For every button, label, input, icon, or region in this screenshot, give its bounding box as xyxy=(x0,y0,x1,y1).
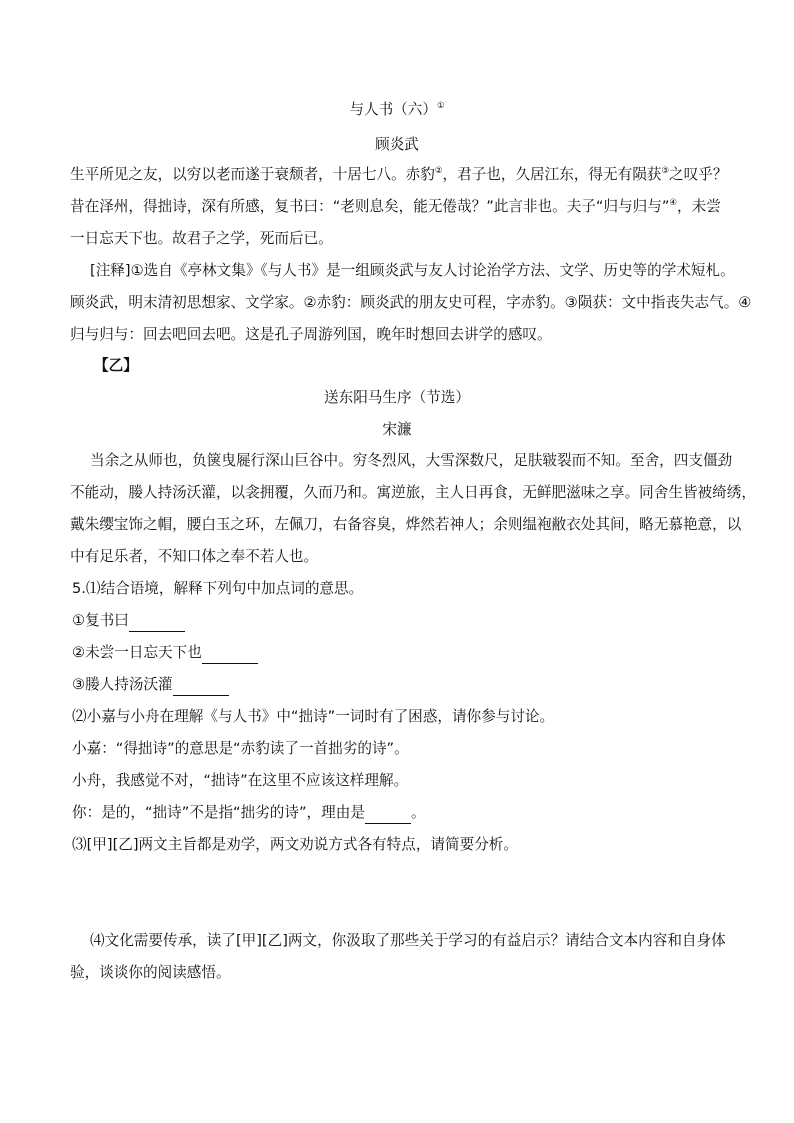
question-item xyxy=(72,643,732,664)
text-b-title: 送东阳马生序（节选） xyxy=(324,389,470,406)
question-item xyxy=(72,675,732,696)
dialogue-text: 。 xyxy=(410,804,426,821)
answer-blank[interactable] xyxy=(365,803,411,824)
answer-blank[interactable] xyxy=(173,675,229,696)
text-b-author: 宋濂 xyxy=(382,421,412,438)
footnote-marker: ③ xyxy=(661,166,670,177)
text-b-line: 戴朱缨宝饰之帽，腰白玉之环，左佩刀，右备容臭，烨然若神人；余则缊袍敝衣处其间，略无慕艳意，以 xyxy=(70,516,742,533)
question-item-text: ②未尝一日忘天下也 xyxy=(72,644,202,661)
text-segment: 生平所见之友，以穷以老而遂于衰颓者，十居七八。赤豹 xyxy=(70,166,435,183)
question-item-text: ③媵人持汤沃灌 xyxy=(72,676,173,693)
text-a-note: 顾炎武，明末清初思想家、文学家。②赤豹：顾炎武的朋友史可程，字赤豹。③陨获：文中指丧失志气。④ xyxy=(70,294,752,311)
answer-blank[interactable] xyxy=(202,643,258,664)
dialogue-line: 小舟，我感觉不对，“拙诗”在这里不应该这样理解。 xyxy=(72,772,409,789)
dialogue-line xyxy=(72,803,732,824)
question-item xyxy=(72,611,732,632)
text-a-note: [注释]①选自《亭林文集》《与人书》是一组顾炎武与友人讨论治学方法、文学、历史等的学术短札。 xyxy=(90,262,735,279)
question-5-2: ⑵小嘉与小舟在理解《与人书》中“拙诗”一词时有了困惑，请你参与讨论。 xyxy=(72,708,555,725)
footnote-marker: ④ xyxy=(669,198,678,209)
text-segment: ，君子也，久居江东，得无有陨获 xyxy=(442,166,662,183)
question-5-4-cont: 验，谈谈你的阅读感悟。 xyxy=(70,964,231,981)
question-5-3: ⑶[甲][乙]两文主旨都是劝学，两文劝说方式各有特点，请简要分析。 xyxy=(72,836,518,853)
dialogue-line: 小嘉：“得拙诗”的意思是“赤豹读了一首拙劣的诗”。 xyxy=(72,740,409,757)
dialogue-text: 你：是的，“拙诗”不是指“拙劣的诗”，理由是 xyxy=(72,804,365,821)
text-segment: ，未尝 xyxy=(677,198,721,215)
text-a-author: 顾炎武 xyxy=(375,136,419,153)
text-b-line: 当余之从师也，负箧曳屣行深山巨谷中。穷冬烈风，大雪深数尺，足肤皲裂而不知。至舍，四支僵劲 xyxy=(90,452,733,469)
answer-blank[interactable] xyxy=(129,611,185,632)
text-a-title xyxy=(0,100,794,120)
text-b-line: 不能动，媵人持汤沃灌，以衾拥覆，久而乃和。寓逆旅，主人日再食，无鲜肥滋味之享。同舍生皆被绮绣， xyxy=(70,484,756,501)
question-5-1: 5.⑴结合语境，解释下列句中加点词的意思。 xyxy=(72,580,364,597)
question-5-4: ⑷文化需要传承，读了[甲][乙]两文，你汲取了那些关于学习的有益启示？请结合文本内容和自身体 xyxy=(90,932,726,949)
text-a-title-text: 与人书（六） xyxy=(349,101,437,118)
text-segment: 之叹乎？ xyxy=(669,166,728,183)
text-a-line xyxy=(70,197,730,217)
text-b-label: 【乙】 xyxy=(94,357,138,374)
text-a-line: 一日忘天下也。故君子之学，死而后已。 xyxy=(70,230,333,247)
footnote-marker: ② xyxy=(434,166,443,177)
question-item-text: ①复书曰 xyxy=(72,612,129,629)
text-b-line: 中有足乐者，不知口体之奉不若人也。 xyxy=(70,548,319,565)
text-segment: 昔在泽州，得拙诗，深有所感，复书曰：“老则息矣，能无倦哉？”此言非也。夫子“归与归与” xyxy=(70,198,670,215)
text-a-note: 归与归与：回去吧回去吧。这是孔子周游列国，晚年时想回去讲学的感叹。 xyxy=(70,326,552,343)
footnote-marker: ① xyxy=(436,101,445,112)
text-a-line xyxy=(70,165,730,185)
